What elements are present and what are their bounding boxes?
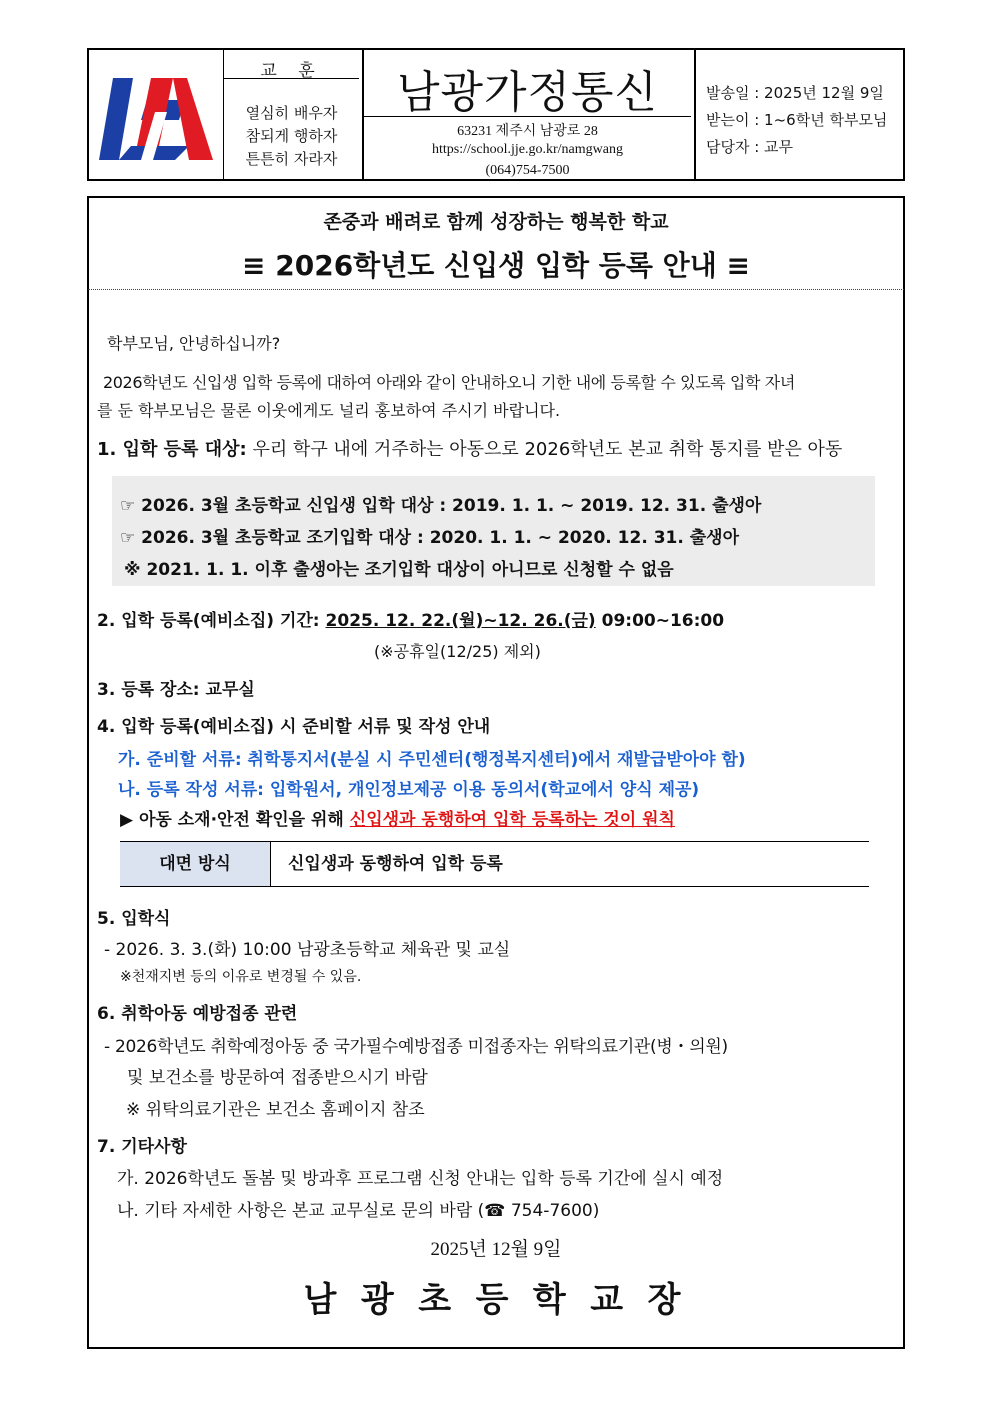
target-line-1: ☞ 2026. 3월 초등학교 신입생 입학 대상 : 2019. 1. 1. ~ 2019. 12. 31. 출생아 bbox=[120, 496, 762, 516]
manager: 담당자 : 교무 bbox=[706, 138, 794, 156]
motto-line-1: 열심히 배우자 bbox=[245, 104, 338, 122]
notice-title: ≡ 2026학년도 신입생 입학 등록 안내 ≡ bbox=[242, 249, 750, 282]
principal-signature: 남 광 초 등 학 교 장 bbox=[303, 1282, 689, 1319]
section-4-forms: 나. 등록 작성 서류: 입학원서, 개인정보제공 이용 동의서(학교에서 양식 제공) bbox=[118, 780, 700, 800]
school-logo-icon bbox=[89, 50, 223, 179]
section-6-line-1: - 2026학년도 취학예정아동 중 국가필수예방접종 미접종자는 위탁의료기관(병・의원) bbox=[104, 1037, 728, 1057]
school-slogan: 존중과 배려로 함께 성장하는 행복한 학교 bbox=[323, 211, 669, 233]
section-2 bbox=[97, 606, 724, 631]
section-7-line-2: 나. 기타 자세한 사항은 본교 교무실로 문의 바람 (☎ 754-7600) bbox=[117, 1201, 600, 1221]
school-website[interactable]: https://school.jje.go.kr/namgwang bbox=[432, 142, 623, 157]
sent-date: 발송일 : 2025년 12월 9일 bbox=[706, 84, 884, 102]
section-1-label: 1. 입학 등록 대상: bbox=[97, 439, 247, 460]
section-2-period: 2025. 12. 22.(월)~12. 26.(금) bbox=[325, 611, 596, 631]
section-5: 5. 입학식 bbox=[97, 909, 171, 929]
school-phone: (064)754-7500 bbox=[485, 163, 570, 178]
section-1 bbox=[97, 435, 842, 461]
newsletter-header bbox=[87, 48, 905, 181]
recipient: 받는이 : 1~6학년 학부모님 bbox=[706, 111, 888, 129]
section-1-text: 우리 학구 내에 거주하는 아동으로 2026학년도 본교 취학 통지를 받은 아동 bbox=[252, 439, 843, 460]
intro-line-1: 2026학년도 신입생 입학 등록에 대하여 아래와 같이 안내하오니 기한 내에 등록할 수 있도록 입학 자녀 bbox=[103, 373, 795, 392]
registration-method-table bbox=[120, 841, 869, 887]
table-cell: 신입생과 동행하여 입학 등록 bbox=[288, 854, 503, 874]
send-info bbox=[695, 50, 903, 179]
target-box bbox=[112, 476, 875, 586]
intro-line-2: 를 둔 학부모님은 물론 이웃에게도 널리 홍보하여 주시기 바랍니다. bbox=[97, 401, 561, 420]
school-logo bbox=[89, 50, 223, 179]
school-address: 63231 제주시 남광로 28 bbox=[457, 124, 598, 139]
section-6: 6. 취학아동 예방접종 관련 bbox=[97, 1004, 298, 1024]
motto-title: 교 훈 bbox=[260, 61, 323, 81]
divider bbox=[88, 289, 904, 290]
target-line-2: ☞ 2026. 3월 초등학교 조기입학 대상 : 2020. 1. 1. ~ 2020. 12. 31. 출생아 bbox=[120, 528, 739, 548]
motto-line-3: 튼튼히 자라자 bbox=[245, 150, 338, 168]
school-motto bbox=[223, 50, 359, 179]
section-5-detail: - 2026. 3. 3.(화) 10:00 남광초등학교 체육관 및 교실 bbox=[104, 940, 511, 960]
section-4-principle bbox=[120, 805, 675, 830]
table-header: 대면 방식 bbox=[120, 842, 271, 886]
section-6-note: ※ 위탁의료기관은 보건소 홈페이지 참조 bbox=[126, 1100, 425, 1120]
section-4: 4. 입학 등록(예비소집) 시 준비할 서류 및 작성 안내 bbox=[97, 717, 491, 737]
target-note: ※ 2021. 1. 1. 이후 출생아는 조기입학 대상이 아니므로 신청할 수 없음 bbox=[124, 560, 674, 580]
section-2-label: 2. 입학 등록(예비소집) 기간: bbox=[97, 611, 320, 631]
section-2-time: 09:00~16:00 bbox=[601, 611, 725, 631]
section-6-line-2: 및 보건소를 방문하여 접종받으시기 바람 bbox=[127, 1068, 428, 1088]
issue-date: 2025년 12월 9일 bbox=[430, 1239, 562, 1260]
newsletter-title-block bbox=[363, 50, 691, 179]
principle-highlight: 신입생과 동행하여 입학 등록하는 것이 원칙 bbox=[349, 810, 675, 830]
section-5-note: ※천재지변 등의 이유로 변경될 수 있음. bbox=[120, 969, 362, 985]
section-7-line-1: 가. 2026학년도 돌봄 및 방과후 프로그램 신청 안내는 입학 등록 기간에 실시 예정 bbox=[117, 1169, 724, 1189]
newsletter-title: 남광가정통신 bbox=[396, 67, 659, 118]
section-3: 3. 등록 장소: 교무실 bbox=[97, 680, 255, 700]
motto-line-2: 참되게 행하자 bbox=[245, 127, 338, 145]
principle-lead: ▶ 아동 소재·안전 확인을 위해 bbox=[120, 810, 344, 830]
section-4-docs: 가. 준비할 서류: 취학통지서(분실 시 주민센터(행정복지센터)에서 재발급받아야 함) bbox=[118, 750, 746, 770]
section-2-note: (※공휴일(12/25) 제외) bbox=[374, 642, 541, 661]
section-7: 7. 기타사항 bbox=[97, 1137, 187, 1157]
greeting: 학부모님, 안녕하십니까? bbox=[107, 334, 281, 353]
